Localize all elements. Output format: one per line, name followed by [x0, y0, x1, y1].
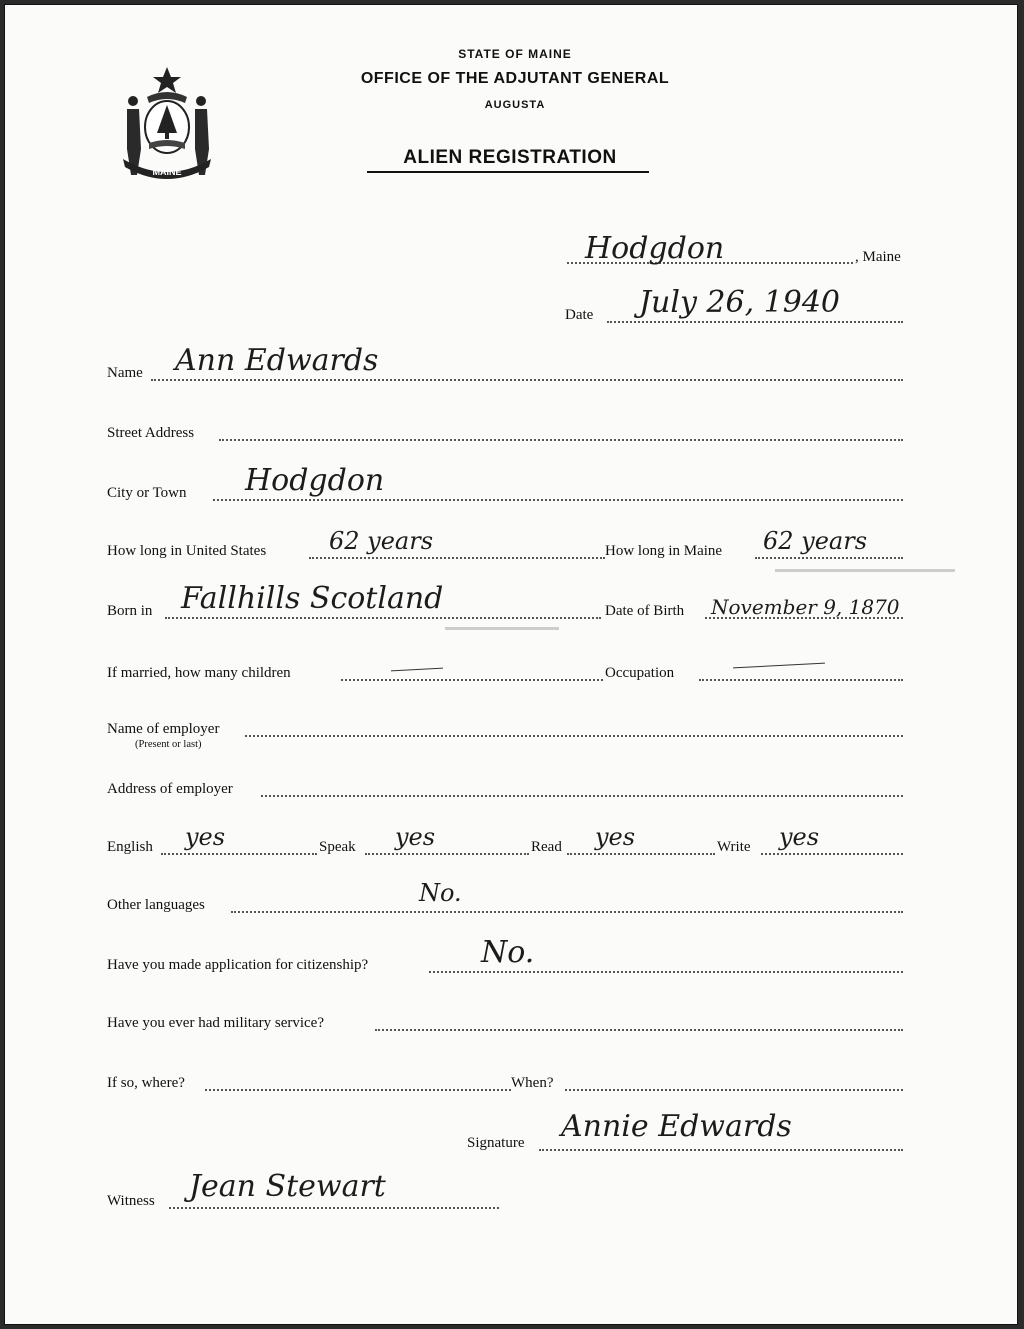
children-dotted-line: [341, 679, 603, 681]
title-underline: [367, 171, 649, 173]
when-dotted-line: [565, 1089, 903, 1091]
occupation-dotted-line: [699, 679, 903, 681]
employer-name-label: Name of employer: [107, 721, 220, 737]
how-long-us-dotted-line: [309, 557, 605, 559]
employer-name-dotted-line: [245, 735, 903, 737]
location-value: Hodgdon: [585, 231, 725, 266]
date-dotted-line: [607, 321, 903, 323]
maine-state-seal-icon: [113, 63, 221, 185]
how-long-maine-dotted-line: [755, 557, 903, 559]
write-value: yes: [779, 823, 820, 851]
witness-dotted-line: [169, 1207, 499, 1209]
date-label: Date: [565, 307, 594, 323]
name-dotted-line: [151, 379, 903, 381]
header-city: AUGUSTA: [484, 99, 546, 111]
name-value: Ann Edwards: [175, 343, 379, 378]
where-label: If so, where?: [107, 1075, 185, 1091]
other-languages-label: Other languages: [107, 897, 205, 913]
city-value: Hodgdon: [245, 463, 385, 498]
occupation-label: Occupation: [605, 665, 675, 681]
write-label: Write: [717, 839, 751, 855]
english-value: yes: [185, 823, 226, 851]
pencil-underline: [445, 627, 559, 630]
born-in-label: Born in: [107, 603, 153, 619]
how-long-us-label: How long in United States: [107, 543, 267, 559]
children-dash: [391, 668, 443, 672]
registration-form-page: [4, 4, 1018, 1325]
born-in-dotted-line: [165, 617, 601, 619]
signature-label: Signature: [467, 1135, 525, 1151]
how-long-us-value: 62 years: [329, 527, 434, 555]
witness-value: Jean Stewart: [189, 1169, 386, 1204]
header-office: OFFICE OF THE ADJUTANT GENERAL: [360, 70, 670, 87]
employer-address-dotted-line: [261, 795, 903, 797]
occupation-dash: [733, 663, 825, 669]
pencil-underline: [775, 569, 955, 572]
location-suffix: , Maine: [855, 249, 901, 265]
speak-dotted-line: [365, 853, 529, 855]
witness-label: Witness: [107, 1193, 155, 1209]
street-address-label: Street Address: [107, 425, 195, 441]
how-long-maine-label: How long in Maine: [605, 543, 723, 559]
street-address-dotted-line: [219, 439, 903, 441]
write-dotted-line: [761, 853, 903, 855]
military-label: Have you ever had military service?: [107, 1015, 324, 1031]
where-dotted-line: [205, 1089, 511, 1091]
other-languages-value: No.: [419, 879, 462, 907]
seal-text: MAINE: [152, 167, 182, 177]
date-value: July 26, 1940: [639, 285, 841, 320]
read-value: yes: [595, 823, 636, 851]
header-state: STATE OF MAINE: [458, 47, 572, 61]
signature-value: Annie Edwards: [561, 1109, 792, 1144]
read-dotted-line: [567, 853, 715, 855]
employer-address-label: Address of employer: [107, 781, 233, 797]
date-of-birth-label: Date of Birth: [605, 603, 685, 619]
speak-value: yes: [395, 823, 436, 851]
when-label: When?: [511, 1075, 554, 1091]
city-dotted-line: [213, 499, 903, 501]
speak-label: Speak: [319, 839, 356, 855]
english-label: English: [107, 839, 153, 855]
military-dotted-line: [375, 1029, 903, 1031]
other-languages-dotted-line: [231, 911, 903, 913]
city-label: City or Town: [107, 485, 187, 501]
citizenship-value: No.: [481, 935, 535, 970]
how-long-maine-value: 62 years: [763, 527, 868, 555]
signature-dotted-line: [539, 1149, 903, 1151]
name-label: Name: [107, 365, 143, 381]
children-label: If married, how many children: [107, 665, 291, 681]
born-in-value: Fallhills Scotland: [181, 581, 444, 616]
read-label: Read: [531, 839, 562, 855]
date-of-birth-value: November 9, 1870: [711, 595, 900, 619]
employer-name-sublabel: (Present or last): [135, 739, 202, 750]
citizenship-label: Have you made application for citizenship?: [107, 957, 369, 973]
form-title: ALIEN REGISTRATION: [403, 147, 617, 168]
english-dotted-line: [161, 853, 317, 855]
citizenship-dotted-line: [429, 971, 903, 973]
